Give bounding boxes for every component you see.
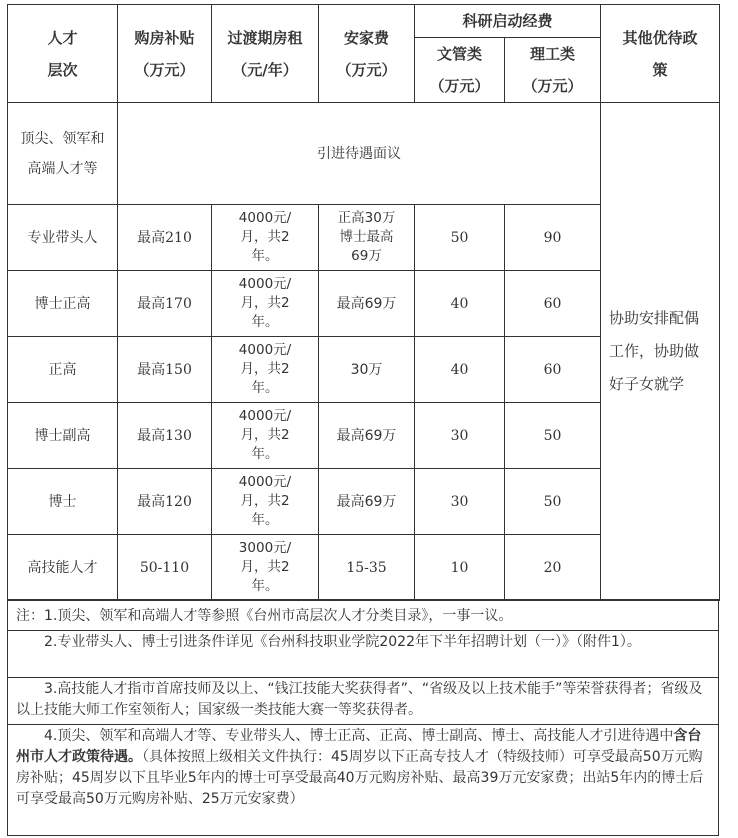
header-housing-line2: （万元） (134, 60, 195, 79)
header-level-line2: 层次 (47, 60, 78, 79)
cell-housing: 最高150 (118, 337, 212, 403)
cell-rent (212, 271, 319, 337)
rent-text: 4000元/月，共2年。 (238, 341, 292, 396)
cell-research-arts: 10 (415, 535, 505, 601)
header-other-line2: 策 (652, 60, 668, 79)
note-4-text-a: 4.顶尖、领军和高端人才等、专业带头人、博士正高、正高、博士副高、博士、高技能人才引进待遇中 (44, 728, 674, 744)
header-rent (212, 5, 319, 103)
notes-section (7, 599, 719, 836)
cell-negotiable: 引进待遇面议 (118, 103, 601, 205)
note-2 (7, 631, 719, 678)
cell-research-arts: 30 (415, 403, 505, 469)
settle-text: 正高30万博士最高69万 (337, 209, 396, 264)
header-rent-line2: （元/年） (232, 60, 298, 79)
header-research-arts (415, 38, 505, 103)
cell-settle (319, 205, 415, 271)
cell-research-sci: 60 (505, 271, 601, 337)
header-other-line1: 其他优待政 (622, 28, 698, 47)
note-2-text: 2.专业带头人、博士引进条件详见《台州科技职业学院2022年下半年招聘计划（一）》（附件1）。 (44, 634, 641, 650)
cell-housing: 最高130 (118, 403, 212, 469)
note-3-text: 3.高技能人才指市首席技师及以上、“钱江技能大奖获得者”、“省级及以上技术能手”等荣誉获得者；省级及以上技能大师工作室领衔人；国家级一类技能大赛一等奖获得者。 (16, 681, 703, 718)
cell-research-arts: 40 (415, 271, 505, 337)
note-4 (7, 725, 719, 836)
cell-rent (212, 337, 319, 403)
header-settle-line2: （万元） (336, 60, 397, 79)
top-level-text: 顶尖、领军和高端人才等 (20, 130, 105, 177)
header-housing-line1: 购房补贴 (134, 28, 195, 47)
cell-level: 专业带头人 (8, 205, 118, 271)
cell-research-sci: 90 (505, 205, 601, 271)
header-settle-line1: 安家费 (343, 28, 389, 47)
cell-other-policy (601, 103, 720, 601)
cell-research-sci: 50 (505, 469, 601, 535)
cell-research-sci: 60 (505, 337, 601, 403)
cell-housing: 最高120 (118, 469, 212, 535)
cell-rent (212, 535, 319, 601)
cell-settle: 15-35 (319, 535, 415, 601)
cell-level: 博士 (8, 469, 118, 535)
cell-housing: 50-110 (118, 535, 212, 601)
cell-research-arts: 40 (415, 337, 505, 403)
cell-level: 正高 (8, 337, 118, 403)
cell-housing: 最高210 (118, 205, 212, 271)
other-policy-text: 协助安排配偶工作，协助做好子女就学 (609, 309, 700, 393)
cell-research-arts: 30 (415, 469, 505, 535)
cell-rent (212, 403, 319, 469)
cell-research-arts: 50 (415, 205, 505, 271)
header-research: 科研启动经费 (415, 5, 601, 38)
cell-settle: 30万 (319, 337, 415, 403)
table-row-top-talent (8, 103, 720, 205)
rent-text: 4000元/月，共2年。 (238, 407, 292, 462)
cell-research-sci: 50 (505, 403, 601, 469)
header-row-1 (8, 5, 720, 38)
rent-text: 3000元/月，共2年。 (238, 539, 292, 594)
rent-text: 4000元/月，共2年。 (238, 209, 292, 264)
note-3 (7, 678, 719, 725)
cell-level: 博士正高 (8, 271, 118, 337)
header-arts-line1: 文管类 (436, 45, 482, 63)
header-sci-line1: 理工类 (530, 45, 576, 63)
rent-text: 4000元/月，共2年。 (238, 473, 292, 528)
note-1 (7, 599, 719, 631)
cell-research-sci: 20 (505, 535, 601, 601)
header-rent-line1: 过渡期房租 (227, 28, 303, 47)
cell-rent (212, 205, 319, 271)
cell-level (8, 103, 118, 205)
cell-settle: 最高69万 (319, 469, 415, 535)
cell-level: 高技能人才 (8, 535, 118, 601)
note-4-text-b: （具体按照上级相关文件执行：45周岁以下正高专技人才（特级技师）可享受最高50万元购房补贴；45周岁以下且毕业5年内的博士可享受最高40万元购房补贴、最高39万元安家费；出站5年内的博士后可享受最高50万元购房补贴、25万元安家费） (16, 749, 704, 807)
header-sci-line2: （万元） (522, 77, 583, 95)
cell-housing: 最高170 (118, 271, 212, 337)
header-level-line1: 人才 (47, 28, 78, 47)
rent-text: 4000元/月，共2年。 (238, 275, 292, 330)
header-level (8, 5, 118, 103)
note-4-bold: 含台州市人才政策待遇。 (16, 728, 702, 765)
header-other (601, 5, 720, 103)
header-research-sci (505, 38, 601, 103)
cell-settle: 最高69万 (319, 271, 415, 337)
cell-rent (212, 469, 319, 535)
header-housing (118, 5, 212, 103)
header-settle (319, 5, 415, 103)
header-arts-line2: （万元） (429, 77, 490, 95)
cell-settle: 最高69万 (319, 403, 415, 469)
talent-policy-table (7, 4, 720, 601)
cell-level: 博士副高 (8, 403, 118, 469)
note-1-text: 注：1.顶尖、领军和高端人才等参照《台州市高层次人才分类目录》，一事一议。 (16, 608, 513, 624)
